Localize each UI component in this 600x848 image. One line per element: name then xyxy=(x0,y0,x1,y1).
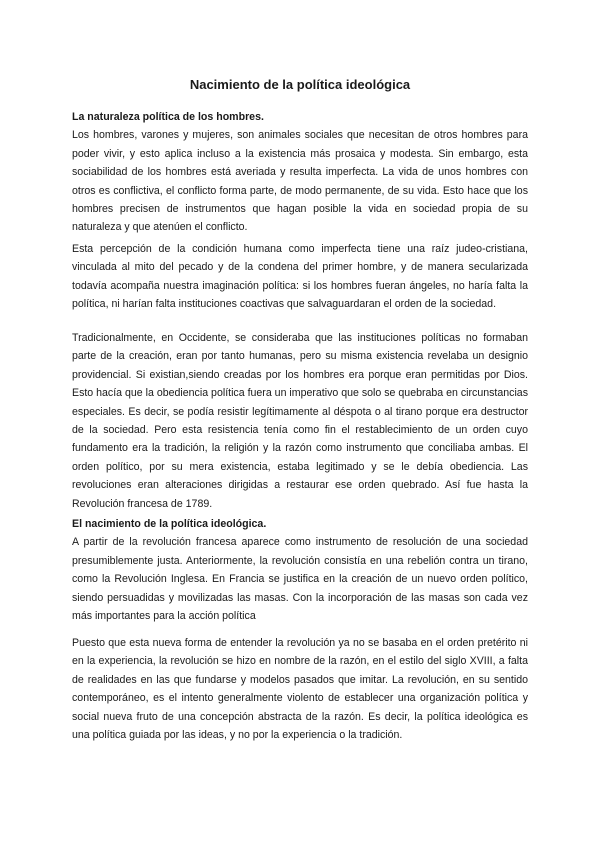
section-heading: La naturaleza política de los hombres. xyxy=(72,111,264,123)
paragraph-block xyxy=(72,329,528,513)
page-title: Nacimiento de la política ideológica xyxy=(189,77,411,92)
paragraph: Esta percepción de la condición humana como imperfecta tiene una raíz judeo-cristiana, vinculada al mito del pecado y de la condena del primer hombre, y de manera secularizada todavía acompaña nuestra imaginación política: si los hombres fueran ángeles, no haría falta la política, ni harían falta instituciones coactivas que salvaguardaran el orden de la sociedad. xyxy=(72,243,528,311)
section-heading: El nacimiento de la política ideológica. xyxy=(72,518,267,530)
paragraph: Tradicionalmente, en Occidente, se consideraba que las instituciones políticas no formaban parte de la creación, eran por tanto humanas, pero su misma existencia revelaba un designio providencial. Si existian,siendo creadas por los hombres era porque eran permitidas por Dios. Esto hacía que la obediencia política fuera un imperativo que solo se quebraba en circunstancias especiales. Es decir, se podía resistir legítimamente al déspota o al tirano porque era destructor de la sociedad. Pero esta resistencia tenía como fin el restablecimiento de un orden cuyo fundamento era la tradición, la religión y la razón como instrumento que conciliaba ambas. El orden político, por su mera existencia, estaba legitimado y se le debía obediencia. Las revoluciones eran alteraciones dirigidas a restaurar ese orden quebrado. Así fue hasta la Revolución francesa de 1789. xyxy=(72,332,528,510)
section-nacimiento-politica-ideologica xyxy=(72,515,528,625)
paragraph: Los hombres, varones y mujeres, son animales sociales que necesitan de otros hombres para poder vivir, y esto aplica incluso a la existencia más prosaica y modesta. Sin embargo, esta sociabilidad de los hombres está averiada y resulta imperfecta. La vida de unos hombres con otros es conflictiva, el conflicto forma parte, de modo permanente, de su vida. Esto hace que los hombres precisen de instrumentos que hagan posible la vida en sociedad propia de su naturaleza y que atenúen el conflicto. xyxy=(72,129,528,234)
section-naturaleza-politica xyxy=(72,108,528,237)
paragraph: Puesto que esta nueva forma de entender la revolución ya no se basaba en el orden pretérito ni en la experiencia, la revolución se hizo en nombre de la razón, en el estilo del siglo XVIII, a falta de realidades en las que fundarse y modelos pasados que imitar. La revolución, en su sentido contemporáneo, es el intento generalmente violento de establecer una organización política y social nueva fruto de una concepción abstracta de la razón. Es decir, la política ideológica es una política guiada por las ideas, y no por la experiencia o la tradición. xyxy=(72,637,528,742)
paragraph: A partir de la revolución francesa aparece como instrumento de resolución de una sociedad presumiblemente justa. Anteriormente, la revolución consistía en una rebelión contra un tirano, como la Revolución Inglesa. En Francia se justifica en la creación de un nuevo orden político, siendo persuadidas y movilizadas las masas. Con la incorporación de las masas son cada vez más importantes para la acción política xyxy=(72,536,528,623)
paragraph-block xyxy=(72,634,528,744)
paragraph-block xyxy=(72,240,528,314)
